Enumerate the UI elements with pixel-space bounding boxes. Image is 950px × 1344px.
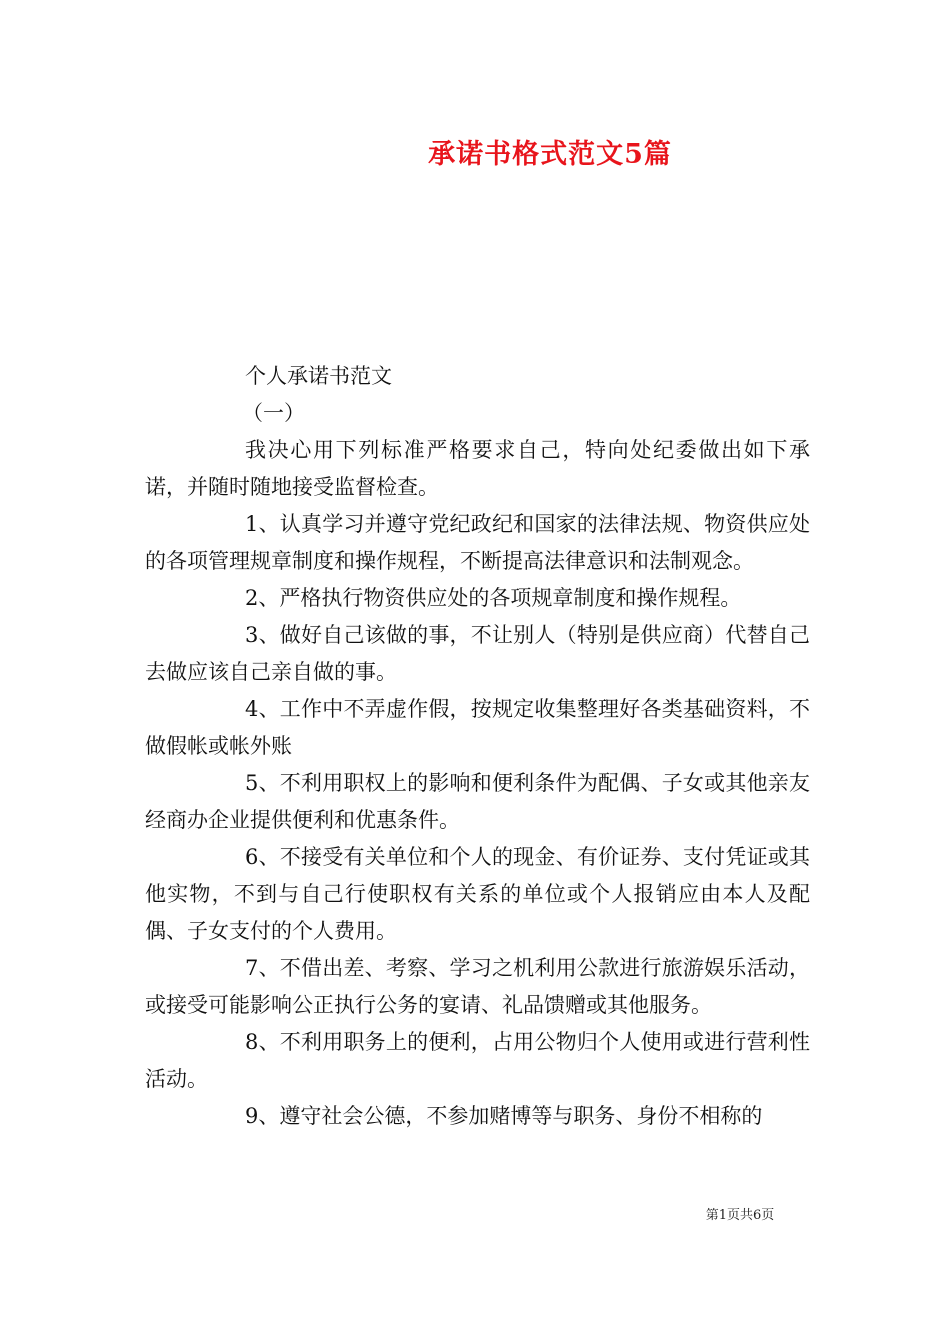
paragraph: 1、认真学习并遵守党纪政纪和国家的法律法规、物资供应处的各项管理规章制度和操作规程，不断提高法律意识和法制观念。 — [145, 512, 810, 573]
page-number-footer: 第1页共6页 — [705, 1208, 775, 1223]
document-title: 承诺书格式范文5篇 — [428, 139, 672, 170]
paragraph: 4、工作中不弄虚作假，按规定收集整理好各类基础资料，不做假帐或帐外账 — [145, 697, 810, 758]
paragraph: 5、不利用职权上的影响和便利条件为配偶、子女或其他亲友经商办企业提供便利和优惠条件。 — [145, 771, 810, 832]
paragraph: 9、遵守社会公德，不参加赌博等与职务、身份不相称的 — [245, 1104, 763, 1128]
subsection-label: （一） — [242, 401, 305, 425]
paragraph: 我决心用下列标准严格要求自己，特向处纪委做出如下承诺，并随时随地接受监督检查。 — [145, 438, 810, 499]
paragraph: 3、做好自己该做的事，不让别人（特别是供应商）代替自己去做应该自己亲自做的事。 — [145, 623, 810, 684]
paragraph: 7、不借出差、考察、学习之机利用公款进行旅游娱乐活动，或接受可能影响公正执行公务的宴请、礼品馈赠或其他服务。 — [145, 956, 810, 1017]
document-body — [145, 358, 810, 1135]
paragraph: 2、严格执行物资供应处的各项规章制度和操作规程。 — [245, 586, 742, 610]
paragraph: 8、不利用职务上的便利，占用公物归个人使用或进行营利性活动。 — [145, 1030, 810, 1091]
section-heading: 个人承诺书范文 — [245, 364, 392, 388]
paragraph: 6、不接受有关单位和个人的现金、有价证券、支付凭证或其他实物，不到与自己行使职权有关系的单位或个人报销应由本人及配偶、子女支付的个人费用。 — [145, 845, 810, 943]
